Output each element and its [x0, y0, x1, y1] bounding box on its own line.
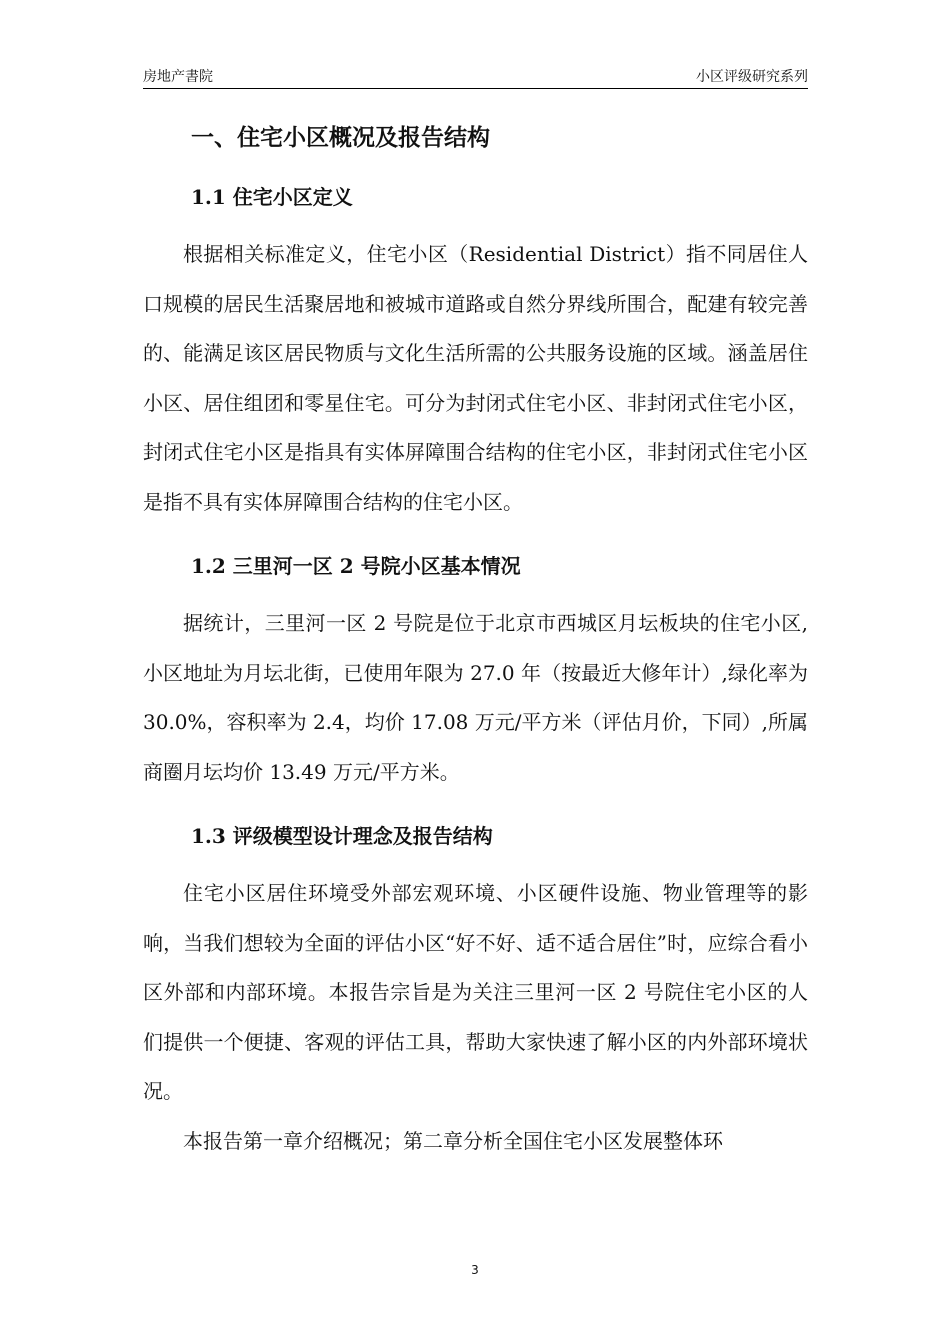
paragraph-definition: 根据相关标准定义，住宅小区（Residential District）指不同居住人口规模的居民生活聚居地和被城市道路或自然分界线所围合，配建有较完善的、能满足该区居民物质与文化生活所需的公共服务设施的区域。涵盖居住小区、居住组团和零星住宅。可分为封闭式住宅小区、非封闭式住宅小区，封闭式住宅小区是指具有实体屏障围合结构的住宅小区，非封闭式住宅小区是指不具有实体屏障围合结构的住宅小区。	[143, 242, 808, 514]
paragraph-model-design: 住宅小区居住环境受外部宏观环境、小区硬件设施、物业管理等的影响，当我们想较为全面的评估小区“好不好、适不适合居住”时，应综合看小区外部和内部环境。本报告宗旨是为关注三里河一区 2 号院住宅小区的人们提供一个便捷、客观的评估工具，帮助大家快速了解小区的内外部环境状况。	[143, 881, 808, 1103]
section-heading-1-3: 1.3 评级模型设计理念及报告结构	[191, 824, 493, 848]
section-heading-1-1: 1.1 住宅小区定义	[191, 185, 353, 209]
page-number: 3	[471, 1263, 479, 1277]
header-series-title: 小区评级研究系列	[696, 69, 808, 85]
paragraph-basic-info: 据统计，三里河一区 2 号院是位于北京市西城区月坛板块的住宅小区,小区地址为月坛北街，已使用年限为 27.0 年（按最近大修年计）,绿化率为 30.0%，容积率为 2.4，均价 17.08 万元/平方米（评估月价，下同）,所属商圈月坛均价 13.49 万元/平方米。	[143, 611, 808, 784]
header-divider	[143, 88, 808, 89]
page-header	[143, 64, 808, 88]
paragraph-report-structure: 本报告第一章介绍概况；第二章分析全国住宅小区发展整体环	[183, 1128, 723, 1153]
page-body	[143, 110, 808, 1166]
chapter-title: 一、住宅小区概况及报告结构	[191, 124, 490, 151]
header-publisher: 房地产書院	[143, 69, 213, 85]
section-heading-1-2: 1.2 三里河一区 2 号院小区基本情况	[191, 554, 521, 578]
